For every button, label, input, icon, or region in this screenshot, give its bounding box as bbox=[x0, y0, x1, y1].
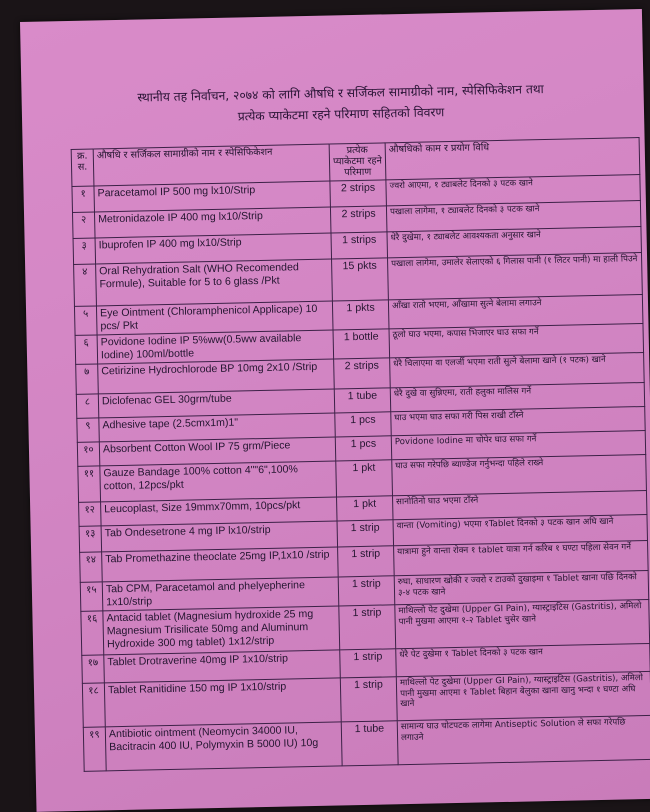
medicine-table bbox=[71, 137, 650, 772]
serial-cell: २ bbox=[72, 212, 95, 238]
spec-cell: Antacid tablet (Magnesium hydroxide 25 mg Magnesium Trisilicate 50mg and Aluminum Hydroxide 300 mg tablet) 1x12/strip bbox=[103, 606, 340, 655]
spec-cell: Paracetamol IP 500 mg lx10/Strip bbox=[94, 181, 330, 212]
header-name-spec: औषधि र सर्जिकल सामाग्रीको नाम र स्पेसिफिकेशन bbox=[93, 144, 330, 186]
spec-cell: Ibuprofen IP 400 mg lx10/Strip bbox=[95, 233, 331, 264]
serial-cell: १ bbox=[72, 186, 95, 212]
serial-cell: १० bbox=[77, 442, 99, 466]
quantity-cell: 2 strips bbox=[334, 358, 391, 389]
usage-cell: घाउ सफा गरेपछि ब्याण्डेज गर्नुभन्दा पहिले राख्ने bbox=[392, 454, 647, 495]
serial-cell: १५ bbox=[80, 582, 103, 611]
header-quantity: प्रत्येक प्याकेटमा रहने परिमाण bbox=[329, 143, 386, 181]
quantity-cell: 1 tube bbox=[341, 721, 398, 766]
serial-cell: १२ bbox=[79, 502, 101, 526]
quantity-cell: 2 strips bbox=[330, 180, 387, 207]
header-serial: क्र. स. bbox=[71, 149, 94, 186]
serial-cell: १६ bbox=[81, 611, 104, 655]
header-usage: औषधिको काम र प्रयोग विधि bbox=[385, 138, 640, 180]
quantity-cell: 1 strip bbox=[338, 576, 395, 606]
quantity-cell: 1 strip bbox=[338, 546, 395, 577]
table-body bbox=[72, 175, 650, 772]
usage-cell: पखाला लागेमा, उमालेर सेलाएको ६ गिलास पानी (१ लिटर पानी) मा हाली पिउने bbox=[388, 253, 643, 300]
usage-cell: धेरै दुखे वा सुन्निएमा, राती हलुका मालिस गर्ने bbox=[390, 383, 644, 412]
quantity-cell: 1 pcs bbox=[335, 436, 391, 461]
usage-cell: माथिल्लो पेट दुखेमा (Upper GI Pain), ग्यास्ट्राइटिस (Gastritis), अमिलो पानी मुखमा आएमा १-२ Tablet चुसेर खाने bbox=[395, 599, 650, 648]
usage-cell: धेरै दुखेमा, १ ट्याबलेट आवश्यकता अनुसार खाने bbox=[387, 227, 641, 258]
quantity-cell: 1 pkt bbox=[337, 496, 393, 521]
usage-cell: घाउ भएमा घाउ सफा गरी पिस राखी टाँस्ने bbox=[391, 407, 645, 436]
usage-cell: सामान्य घाउ चोटपटक लागेमा Antiseptic Solution ले सफा गरेपछि लगाउने bbox=[397, 715, 650, 764]
quantity-cell: 1 pcs bbox=[335, 412, 391, 437]
quantity-cell: 1 strip bbox=[340, 677, 397, 722]
title-line-2: प्रत्येक प्याकेटमा रहने परिमाण सहितको विवरण bbox=[237, 105, 445, 124]
usage-cell: आँखा रातो भएमा, आँखामा सुत्ने बेलामा लगाउने bbox=[388, 295, 643, 329]
spec-cell: Cetirizine Hydrochlorode BP 10mg 2x10 /Strip bbox=[98, 359, 335, 394]
serial-cell: ३ bbox=[73, 238, 96, 264]
spec-cell: Tab CPM, Paracetamol and phelyepherine 1x10/strip bbox=[102, 577, 339, 611]
usage-cell: वान्ता (Vomiting) भएमा १Tablet दिनको ३ पटक खान अघि खाने bbox=[393, 514, 647, 545]
serial-cell: ८ bbox=[76, 394, 98, 418]
serial-cell: ५ bbox=[74, 306, 97, 335]
spec-cell: Antibiotic ointment (Neomycin 34000 IU, Bacitracin 400 IU, Polymyxin B 5000 IU) 10g bbox=[105, 722, 342, 771]
usage-cell: माथिल्लो पेट दुखेमा (Upper GI Pain), ग्यास्ट्राइटिस (Gastritis), अमिलो पानी मुखमा आएमा १ Tablet बिहान बेलुका खाना खानु भन्दा १ घण्टा अघि खाने bbox=[396, 671, 650, 720]
document-sheet bbox=[20, 9, 650, 812]
serial-cell: १७ bbox=[82, 655, 105, 683]
serial-cell: ६ bbox=[75, 335, 98, 364]
quantity-cell: 15 pkts bbox=[332, 258, 389, 301]
serial-cell: ४ bbox=[74, 264, 97, 306]
usage-cell: ठूलो घाउ भएमा, कपास भिजाएर घाउ सफा गर्ने bbox=[389, 324, 644, 358]
quantity-cell: 1 strip bbox=[340, 649, 397, 678]
quantity-cell: 2 strips bbox=[330, 206, 387, 233]
spec-cell: Leucoplast, Size 19mmx70mm, 10pcs/pkt bbox=[101, 497, 337, 526]
spec-cell: Tab Promethazine theoclate 25mg IP,1x10 /strip bbox=[102, 547, 339, 582]
spec-cell: Absorbent Cotton Wool IP 75 grm/Piece bbox=[99, 437, 335, 466]
usage-cell: सानोतिनो घाउ भएमा टाँस्ने bbox=[393, 490, 647, 519]
usage-cell: पखाला लागेमा, १ ट्याबलेट दिनको ३ पटक खाने bbox=[386, 201, 640, 232]
serial-cell: १८ bbox=[82, 683, 105, 727]
serial-cell: १४ bbox=[80, 552, 103, 582]
quantity-cell: 1 bottle bbox=[333, 329, 390, 359]
usage-cell: यात्रामा हुने वान्ता रोक्न १ tablet यात्रा गर्न करिब १ घण्टा पहिला सेवन गर्ने bbox=[394, 540, 649, 575]
spec-cell: Metronidazole IP 400 mg lx10/Strip bbox=[94, 207, 330, 238]
quantity-cell: 1 strips bbox=[331, 232, 388, 259]
serial-cell: १९ bbox=[83, 727, 106, 771]
quantity-cell: 1 tube bbox=[334, 388, 390, 413]
quantity-cell: 1 pkts bbox=[332, 300, 389, 330]
spec-cell: Adhesive tape (2.5cmx1m)1" bbox=[99, 413, 335, 442]
quantity-cell: 1 strip bbox=[337, 520, 394, 547]
usage-cell: Povidone Iodine मा चोपेर घाउ सफा गर्ने bbox=[391, 430, 645, 459]
title-line-1: स्थानीय तह निर्वाचन, २०७४ को लागि औषधि र सर्जिकल सामाग्रीको नाम, स्पेसिफिकेशन तथा bbox=[137, 82, 544, 105]
spec-cell: Povidone Iodine IP 5%ww(0.5ww available Iodine) 100ml/bottle bbox=[97, 330, 334, 364]
serial-cell: ९ bbox=[77, 418, 99, 442]
spec-cell: Tablet Ranitidine 150 mg IP 1x10/strip bbox=[104, 678, 341, 727]
serial-cell: १३ bbox=[79, 526, 102, 552]
spec-cell: Oral Rehydration Salt (WHO Recomended Formule), Suitable for 5 to 6 glass /Pkt bbox=[96, 259, 333, 306]
spec-cell: Tab Ondesetrone 4 mg IP lx10/strip bbox=[101, 521, 337, 552]
quantity-cell: 1 pkt bbox=[336, 460, 393, 497]
spec-cell: Diclofenac GEL 30grm/tube bbox=[98, 389, 334, 418]
usage-cell: धेरै चिलाएमा वा एलर्जी भएमा राती सुत्ने बेलामा खाने (१ पटक) खाने bbox=[390, 353, 645, 388]
document-title bbox=[45, 77, 636, 131]
usage-cell: ज्वरो आएमा, १ ट्याबलेट दिनको ३ पटक खाने bbox=[386, 175, 640, 206]
serial-cell: ११ bbox=[78, 466, 101, 502]
serial-cell: ७ bbox=[76, 364, 99, 394]
spec-cell: Tablet Drotraverine 40mg IP 1x10/strip bbox=[104, 650, 341, 683]
usage-cell: रुघा, साधारण खोकी र ज्वरो र टाउको दुखाइमा १ Tablet खाना पछि दिनको ३-४ पटक खाने bbox=[394, 570, 649, 604]
usage-cell: धेरै पेट दुखेमा १ Tablet दिनको ३ पटक खान bbox=[396, 643, 650, 676]
spec-cell: Eye Ointment (Chloramphenicol Applicape) 10 pcs/ Pkt bbox=[96, 301, 333, 335]
spec-cell: Gauze Bandage 100% cotton 4""6",100% cotton, 12pcs/pkt bbox=[100, 461, 337, 502]
quantity-cell: 1 strip bbox=[339, 605, 396, 650]
